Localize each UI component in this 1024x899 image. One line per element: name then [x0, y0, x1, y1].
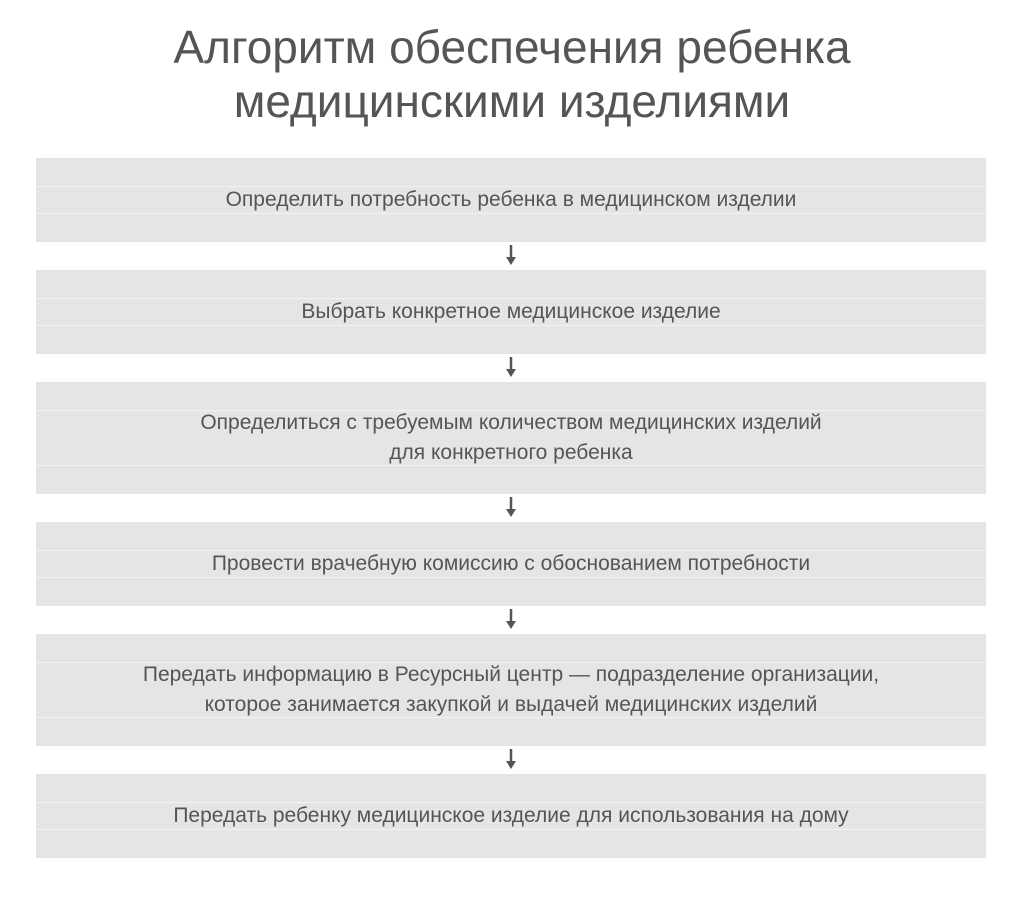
step-2-choose-device: [36, 270, 986, 354]
arrow-down-icon: [504, 748, 518, 770]
step-2-text: Выбрать конкретное медицинское изделие: [301, 300, 721, 323]
step-4-medical-commission: [36, 522, 986, 606]
step-1-text: Определить потребность ребенка в медицинском изделии: [225, 188, 797, 211]
step-3-text-line-1: Определиться с требуемым количеством медицинских изделий: [200, 411, 822, 434]
title-line-1: Алгоритм обеспечения ребенка: [173, 21, 851, 73]
step-5-text-line-1: Передать информацию в Ресурсный центр — подразделение организации,: [142, 663, 880, 686]
step-6-text: Передать ребенку медицинское изделие для использования на дому: [173, 804, 849, 827]
step-4-text: Провести врачебную комиссию с обоснованием потребности: [211, 552, 811, 575]
arrow-down-icon: [504, 356, 518, 378]
step-3-text-line-2: для конкретного ребенка: [389, 441, 633, 464]
step-6-deliver-device: [36, 774, 986, 858]
step-5-text-line-2: которое занимается закупкой и выдачей медицинских изделий: [204, 693, 818, 716]
arrow-down-icon: [504, 244, 518, 266]
arrow-down-icon: [504, 608, 518, 630]
step-5-resource-center: [36, 634, 986, 746]
step-1-define-need: [36, 158, 986, 242]
page-title: [0, 20, 1024, 128]
title-line-2: медицинскими изделиями: [233, 75, 791, 127]
step-3-determine-quantity: [36, 382, 986, 494]
arrow-down-icon: [504, 496, 518, 518]
